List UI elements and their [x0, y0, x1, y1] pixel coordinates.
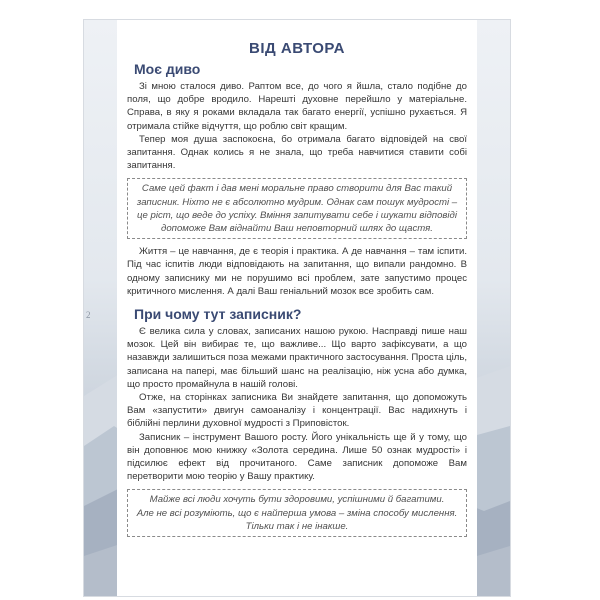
paragraph: Записник – інструмент Вашого росту. Його унікальність ще й у тому, що він доповнює мою книжку «Золота середина. Лише 50 ознак мудрості» і підсилює ефект від прочитаного. Саме записник допоможе Вам перетворити мою теорію у Вашу практику. [127, 431, 467, 483]
page-number: 2 [86, 310, 91, 320]
page-title: ВІД АВТОРА [249, 40, 345, 57]
book-page [84, 20, 510, 596]
section-title-notebook: При чому тут записник? [134, 306, 302, 323]
quote-line: Тільки так і не інакше. [245, 520, 349, 532]
quote-line: Майже всі люди хочуть бути здоровими, успішними й багатими. [149, 494, 445, 506]
quote-box [127, 489, 467, 537]
paragraph: Є велика сила у словах, записаних нашою рукою. Насправді пише наш мозок. Цей він вибирає те, що важливе... Що варто зафіксувати, а що назавжди залишиться поза межами практичного застосування. Проста ціль, записана на папері, має більший шанс на реалізацію, ніж усна або думка, що просто промайнула в нашій голові. [127, 326, 467, 390]
quote-box: Саме цей факт і дав мені моральне право створити для Вас такий записник. Ніхто не є абсолютно мудрим. Однак сам пошук мудрості – це ріст, що веде до успіху. Вміння запитувати себе і шукати відповіді допоможе Вам віднайти Ваш неповторний шлях до щастя. [127, 178, 467, 239]
paragraph: Зі мною сталося диво. Раптом все, до чого я йшла, стало подібне до поля, що добре вродило. Нарешті духовне перейшло у матеріальне. Справа, в яку я роками вкладала так багато енергії, успішно рухається. Я отримала стійке відчуття, що роблю світ кращим. [127, 81, 467, 132]
paragraph: Життя – це навчання, де є теорія і практика. А де навчання – там іспити. Під час іспитів люди відповідають на запитання, що випали рандомно. В одному записнику ми не порушимо всі проблем, зате запустимо процес критичного мислення. А далі Ваш геніальний мозок все зробить сам. [127, 246, 467, 297]
paragraph: Отже, на сторінках записника Ви знайдете запитання, що допоможуть Вам «запустити» двигун самоаналізу і концентрації. Вас надихнуть і біблійні перлини духовної мудрості з Приповісток. [127, 392, 467, 430]
text-panel [117, 20, 477, 596]
paragraph: Тепер моя душа заспокоєна, бо отримала багато відповідей на свої запитання. Однак колись я не знала, що треба навчитися ставити собі запитання. [127, 133, 467, 172]
quote-line: Але не всі розуміють, що є найперша умова – зміна способу мислення. [136, 507, 458, 519]
section-title-miracle: Моє диво [134, 61, 201, 77]
